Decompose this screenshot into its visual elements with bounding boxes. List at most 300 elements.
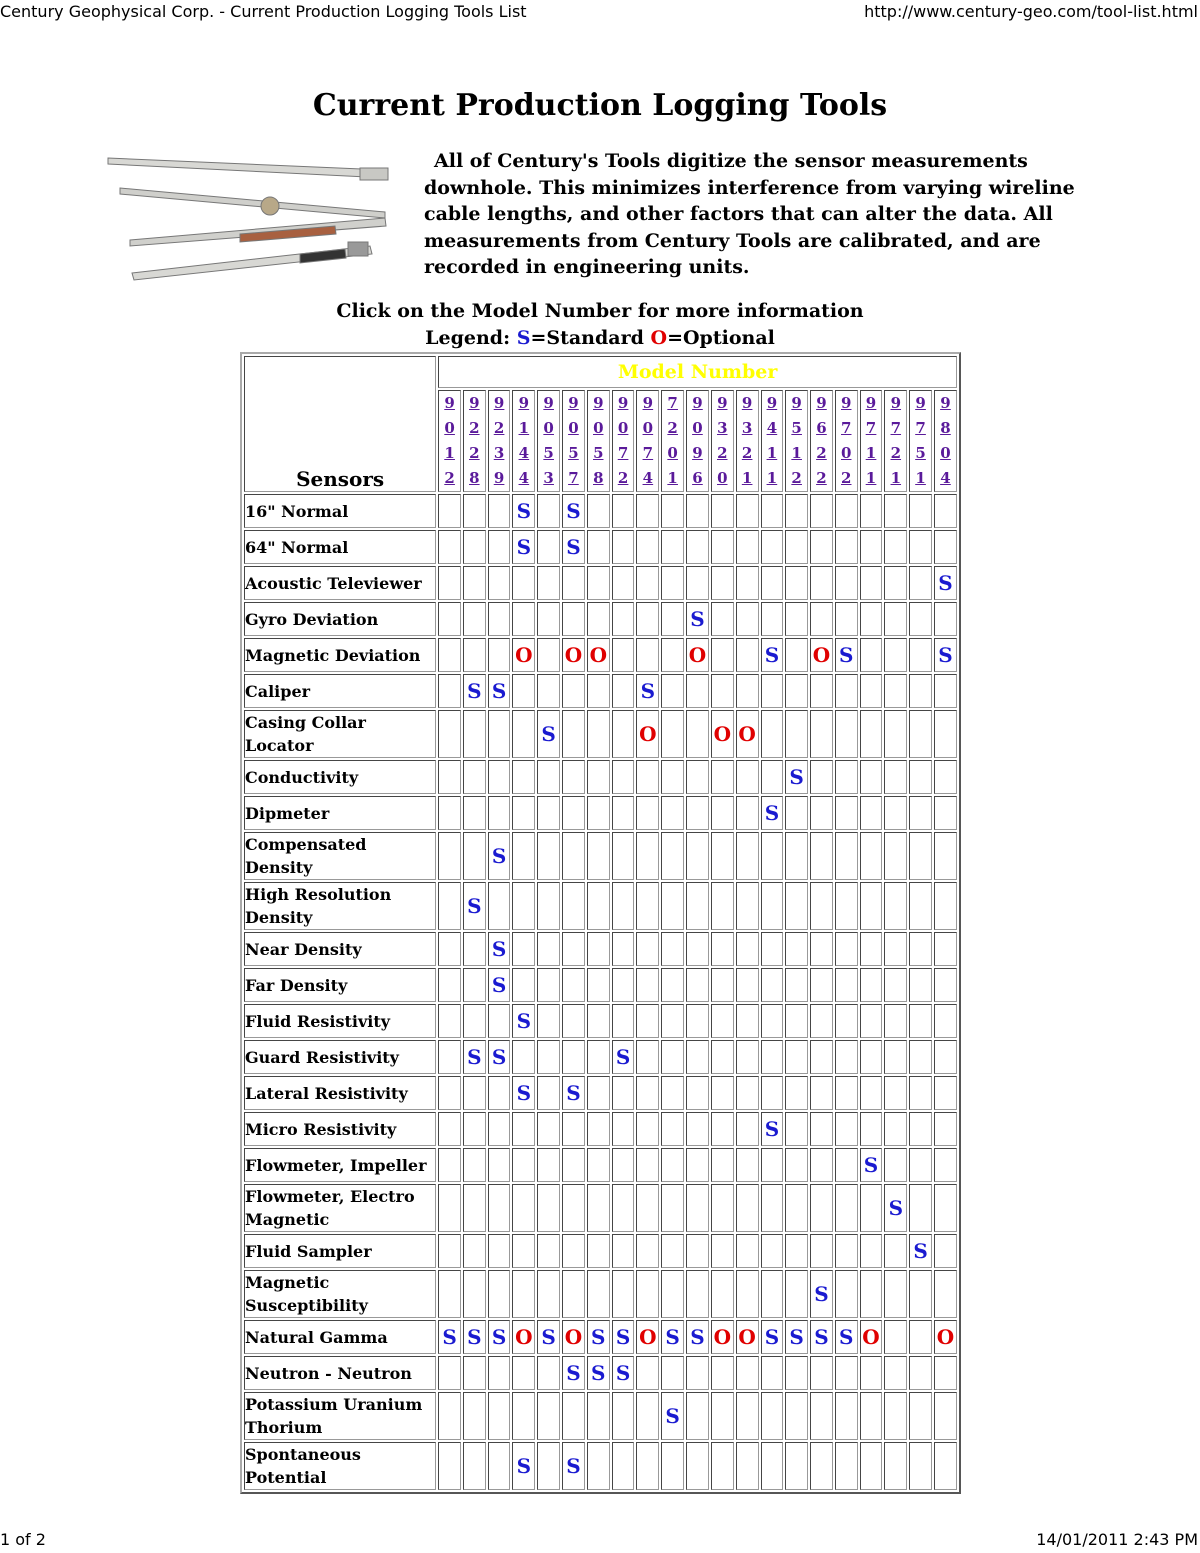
logging-tools-image <box>100 148 400 283</box>
availability-cell <box>785 602 808 636</box>
availability-cell <box>860 1234 883 1268</box>
availability-cell <box>785 932 808 966</box>
availability-cell: S <box>661 1392 684 1440</box>
model-link-7201[interactable]: 7 2 0 1 <box>667 394 678 487</box>
availability-cell <box>884 638 907 672</box>
availability-cell <box>463 710 486 758</box>
availability-cell <box>736 1112 759 1146</box>
model-cell <box>438 390 461 492</box>
table-row <box>244 602 957 636</box>
availability-cell <box>785 1112 808 1146</box>
availability-cell: S <box>810 1320 833 1354</box>
model-cell <box>810 390 833 492</box>
availability-cell <box>835 1112 858 1146</box>
availability-cell: S <box>537 710 560 758</box>
availability-cell <box>612 1392 635 1440</box>
availability-cell: S <box>612 1356 635 1390</box>
sensors-header: Sensors <box>244 356 436 492</box>
availability-cell <box>562 1148 585 1182</box>
sensor-name: Casing Collar Locator <box>244 710 436 758</box>
availability-cell <box>785 1040 808 1074</box>
availability-cell <box>587 1112 610 1146</box>
availability-cell <box>736 882 759 930</box>
availability-cell <box>587 674 610 708</box>
availability-cell <box>761 1356 784 1390</box>
availability-cell <box>835 602 858 636</box>
availability-cell <box>587 566 610 600</box>
availability-cell <box>711 1442 734 1490</box>
availability-cell <box>860 602 883 636</box>
availability-cell <box>860 1356 883 1390</box>
availability-cell <box>909 1148 932 1182</box>
availability-cell <box>438 1234 461 1268</box>
table-row <box>244 1148 957 1182</box>
availability-cell <box>711 1040 734 1074</box>
availability-cell <box>736 796 759 830</box>
sensor-name: Magnetic Deviation <box>244 638 436 672</box>
availability-cell <box>463 1234 486 1268</box>
model-link-9072[interactable]: 9 0 7 2 <box>617 394 629 487</box>
availability-cell <box>438 832 461 880</box>
sensor-name: Neutron - Neutron <box>244 1356 436 1390</box>
availability-cell <box>636 932 659 966</box>
sensor-name: Compensated Density <box>244 832 436 880</box>
availability-cell: S <box>686 602 709 636</box>
availability-cell: S <box>587 1356 610 1390</box>
model-cell <box>785 390 808 492</box>
table-row <box>244 1004 957 1038</box>
table-row <box>244 674 957 708</box>
availability-cell <box>810 968 833 1002</box>
availability-cell <box>711 566 734 600</box>
availability-cell: S <box>562 494 585 528</box>
availability-cell <box>488 1112 511 1146</box>
availability-cell <box>835 1270 858 1318</box>
availability-cell <box>562 1004 585 1038</box>
tools-table <box>240 352 961 1494</box>
availability-cell <box>587 1270 610 1318</box>
availability-cell <box>909 530 932 564</box>
availability-cell <box>438 566 461 600</box>
model-link-9751[interactable]: 9 7 5 1 <box>915 394 926 487</box>
availability-cell <box>711 1004 734 1038</box>
availability-cell <box>810 932 833 966</box>
availability-cell <box>736 1184 759 1232</box>
availability-cell <box>761 1392 784 1440</box>
availability-cell <box>661 1004 684 1038</box>
availability-cell <box>711 1392 734 1440</box>
availability-cell <box>736 1270 759 1318</box>
availability-cell <box>612 602 635 636</box>
availability-cell <box>835 1392 858 1440</box>
availability-cell <box>810 1442 833 1490</box>
model-link-9239[interactable]: 9 2 3 9 <box>493 394 505 487</box>
availability-cell <box>512 1112 535 1146</box>
availability-cell <box>537 760 560 794</box>
page-title: Current Production Logging Tools <box>312 88 888 123</box>
availability-cell <box>686 1076 709 1110</box>
availability-cell: S <box>612 1040 635 1074</box>
sensor-name: Natural Gamma <box>244 1320 436 1354</box>
availability-cell <box>612 1270 635 1318</box>
availability-cell <box>884 1148 907 1182</box>
availability-cell <box>761 760 784 794</box>
availability-cell <box>711 1148 734 1182</box>
availability-cell <box>562 710 585 758</box>
availability-cell <box>810 494 833 528</box>
availability-cell <box>711 638 734 672</box>
model-cell <box>537 390 560 492</box>
model-link-9012[interactable]: 9 0 1 2 <box>444 394 455 487</box>
availability-cell <box>587 1442 610 1490</box>
availability-cell <box>537 932 560 966</box>
availability-cell <box>761 1270 784 1318</box>
model-link-9144[interactable]: 9 1 4 4 <box>518 394 530 487</box>
availability-cell <box>438 1270 461 1318</box>
availability-cell <box>884 882 907 930</box>
availability-cell <box>909 1112 932 1146</box>
availability-cell <box>661 1184 684 1232</box>
page-count: 1 of 2 <box>0 1530 46 1549</box>
model-link-9074[interactable]: 9 0 7 4 <box>642 394 654 487</box>
availability-cell <box>810 1148 833 1182</box>
availability-cell <box>884 602 907 636</box>
availability-cell <box>438 796 461 830</box>
availability-cell <box>711 1076 734 1110</box>
availability-cell <box>537 832 560 880</box>
availability-cell <box>661 832 684 880</box>
availability-cell <box>785 1234 808 1268</box>
availability-cell <box>587 530 610 564</box>
availability-cell <box>661 1148 684 1182</box>
table-row <box>244 494 957 528</box>
availability-cell <box>587 1040 610 1074</box>
availability-cell <box>810 1234 833 1268</box>
availability-cell <box>711 796 734 830</box>
availability-cell <box>884 968 907 1002</box>
model-link-9721[interactable]: 9 7 2 1 <box>890 394 902 487</box>
availability-cell <box>537 530 560 564</box>
availability-cell: S <box>512 530 535 564</box>
availability-cell <box>512 1148 535 1182</box>
availability-cell <box>488 1234 511 1268</box>
model-cell <box>711 390 734 492</box>
sensor-name: Micro Resistivity <box>244 1112 436 1146</box>
availability-cell <box>761 602 784 636</box>
availability-cell <box>884 1356 907 1390</box>
availability-cell <box>537 494 560 528</box>
availability-cell <box>636 530 659 564</box>
availability-cell <box>661 1040 684 1074</box>
availability-cell <box>686 494 709 528</box>
availability-cell <box>438 494 461 528</box>
model-link-9320[interactable]: 9 3 2 0 <box>717 394 728 487</box>
model-link-9702[interactable]: 9 7 0 2 <box>841 394 852 487</box>
availability-cell <box>884 760 907 794</box>
model-cell <box>661 390 684 492</box>
availability-cell <box>438 760 461 794</box>
availability-cell <box>562 1040 585 1074</box>
availability-cell <box>488 530 511 564</box>
availability-cell <box>512 796 535 830</box>
model-link-9096[interactable]: 9 0 9 6 <box>692 394 703 487</box>
availability-cell <box>860 796 883 830</box>
availability-cell <box>934 882 957 930</box>
browser-url: http://www.century-geo.com/tool-list.html <box>864 2 1198 21</box>
availability-cell <box>636 1234 659 1268</box>
availability-cell <box>612 1076 635 1110</box>
sensor-name: 16" Normal <box>244 494 436 528</box>
availability-cell <box>761 1076 784 1110</box>
availability-cell <box>785 796 808 830</box>
availability-cell: S <box>488 832 511 880</box>
availability-cell <box>711 674 734 708</box>
availability-cell <box>860 1392 883 1440</box>
availability-cell <box>562 760 585 794</box>
table-row <box>244 796 957 830</box>
sensor-name: Far Density <box>244 968 436 1002</box>
availability-cell <box>612 494 635 528</box>
availability-cell <box>463 1442 486 1490</box>
availability-cell <box>711 968 734 1002</box>
table-row <box>244 1356 957 1390</box>
model-link-9053[interactable]: 9 0 5 3 <box>543 394 554 487</box>
model-link-9321[interactable]: 9 3 2 1 <box>741 394 753 487</box>
availability-cell <box>612 932 635 966</box>
availability-cell <box>463 968 486 1002</box>
availability-cell <box>860 1270 883 1318</box>
availability-cell <box>884 566 907 600</box>
availability-cell: S <box>562 530 585 564</box>
availability-cell <box>512 1392 535 1440</box>
availability-cell <box>711 1234 734 1268</box>
availability-cell <box>686 1270 709 1318</box>
availability-cell: O <box>636 710 659 758</box>
availability-cell <box>860 1004 883 1038</box>
availability-cell: S <box>909 1234 932 1268</box>
availability-cell <box>686 1356 709 1390</box>
availability-cell <box>909 796 932 830</box>
model-link-9411[interactable]: 9 4 1 1 <box>766 394 778 487</box>
sensor-name: Fluid Sampler <box>244 1234 436 1268</box>
sensor-name: Magnetic Susceptibility <box>244 1270 436 1318</box>
availability-cell <box>488 1184 511 1232</box>
availability-cell: S <box>488 1320 511 1354</box>
table-row <box>244 1076 957 1110</box>
model-link-9711[interactable]: 9 7 1 1 <box>865 394 877 487</box>
availability-cell: S <box>463 1040 486 1074</box>
availability-cell <box>835 494 858 528</box>
availability-cell <box>835 882 858 930</box>
availability-cell <box>835 832 858 880</box>
availability-cell <box>810 832 833 880</box>
availability-cell: S <box>686 1320 709 1354</box>
availability-cell <box>612 530 635 564</box>
availability-cell: S <box>785 1320 808 1354</box>
availability-cell <box>835 1442 858 1490</box>
availability-cell <box>636 602 659 636</box>
availability-cell <box>835 1234 858 1268</box>
availability-cell <box>835 760 858 794</box>
model-link-9622[interactable]: 9 6 2 2 <box>816 394 827 487</box>
availability-cell <box>934 1040 957 1074</box>
availability-cell: O <box>860 1320 883 1354</box>
availability-cell <box>587 968 610 1002</box>
availability-cell <box>537 638 560 672</box>
availability-cell <box>835 710 858 758</box>
availability-cell <box>835 1076 858 1110</box>
availability-cell <box>884 1442 907 1490</box>
legend-o: O <box>650 327 668 349</box>
availability-cell: S <box>810 1270 833 1318</box>
availability-cell <box>636 1148 659 1182</box>
availability-cell <box>537 1076 560 1110</box>
availability-cell <box>661 710 684 758</box>
sensor-name: Fluid Resistivity <box>244 1004 436 1038</box>
availability-cell <box>909 674 932 708</box>
availability-cell <box>438 882 461 930</box>
availability-cell <box>587 1076 610 1110</box>
availability-cell: S <box>463 882 486 930</box>
model-link-9804[interactable]: 9 8 0 4 <box>940 394 951 487</box>
availability-cell <box>562 882 585 930</box>
availability-cell <box>587 1004 610 1038</box>
availability-cell <box>711 1356 734 1390</box>
availability-cell <box>686 1234 709 1268</box>
availability-cell <box>562 968 585 1002</box>
availability-cell <box>512 674 535 708</box>
availability-cell <box>562 602 585 636</box>
availability-cell <box>909 1320 932 1354</box>
availability-cell <box>934 1234 957 1268</box>
availability-cell <box>686 674 709 708</box>
availability-cell <box>488 566 511 600</box>
availability-cell <box>636 796 659 830</box>
availability-cell <box>661 1112 684 1146</box>
availability-cell: S <box>438 1320 461 1354</box>
availability-cell <box>438 1076 461 1110</box>
availability-cell <box>438 932 461 966</box>
availability-cell <box>934 494 957 528</box>
availability-cell <box>934 1442 957 1490</box>
availability-cell <box>438 530 461 564</box>
availability-cell <box>736 1076 759 1110</box>
availability-cell <box>934 1270 957 1318</box>
table-row <box>244 1040 957 1074</box>
availability-cell <box>587 1148 610 1182</box>
model-cell <box>512 390 535 492</box>
availability-cell <box>835 1356 858 1390</box>
model-link-9058[interactable]: 9 0 5 8 <box>593 394 604 487</box>
availability-cell: S <box>562 1076 585 1110</box>
availability-cell <box>761 566 784 600</box>
availability-cell <box>537 1392 560 1440</box>
availability-cell <box>860 530 883 564</box>
availability-cell: S <box>661 1320 684 1354</box>
model-cell <box>835 390 858 492</box>
availability-cell <box>884 1076 907 1110</box>
availability-cell <box>463 1392 486 1440</box>
availability-cell <box>661 760 684 794</box>
legend-prefix: Legend: <box>425 327 517 349</box>
availability-cell <box>488 494 511 528</box>
availability-cell <box>711 1112 734 1146</box>
sensor-name: Acoustic Televiewer <box>244 566 436 600</box>
availability-cell: S <box>761 1112 784 1146</box>
availability-cell: S <box>537 1320 560 1354</box>
availability-cell <box>785 638 808 672</box>
sensor-name: Conductivity <box>244 760 436 794</box>
availability-cell <box>512 602 535 636</box>
availability-cell <box>860 932 883 966</box>
table-row <box>244 1184 957 1232</box>
availability-cell <box>884 1112 907 1146</box>
availability-cell <box>463 832 486 880</box>
table-row <box>244 530 957 564</box>
availability-cell <box>636 1270 659 1318</box>
model-link-9228[interactable]: 9 2 2 8 <box>469 394 480 487</box>
legend <box>0 327 1200 349</box>
availability-cell <box>612 674 635 708</box>
availability-cell <box>934 760 957 794</box>
availability-cell <box>537 674 560 708</box>
model-link-9057[interactable]: 9 0 5 7 <box>568 394 579 487</box>
availability-cell <box>860 1442 883 1490</box>
availability-cell <box>884 530 907 564</box>
availability-cell <box>636 832 659 880</box>
availability-cell <box>711 1270 734 1318</box>
availability-cell <box>537 1270 560 1318</box>
availability-cell <box>761 832 784 880</box>
model-cell <box>909 390 932 492</box>
availability-cell <box>512 1040 535 1074</box>
availability-cell <box>909 638 932 672</box>
availability-cell <box>686 796 709 830</box>
availability-cell <box>463 1184 486 1232</box>
model-cell <box>761 390 784 492</box>
availability-cell <box>785 882 808 930</box>
availability-cell <box>636 638 659 672</box>
availability-cell <box>736 832 759 880</box>
availability-cell <box>587 710 610 758</box>
availability-cell <box>512 1234 535 1268</box>
availability-cell: S <box>488 674 511 708</box>
availability-cell <box>537 602 560 636</box>
availability-cell <box>537 1040 560 1074</box>
availability-cell <box>612 968 635 1002</box>
availability-cell <box>934 832 957 880</box>
availability-cell <box>512 1270 535 1318</box>
availability-cell <box>686 1184 709 1232</box>
availability-cell <box>810 602 833 636</box>
availability-cell <box>512 566 535 600</box>
availability-cell <box>736 1040 759 1074</box>
availability-cell <box>488 1442 511 1490</box>
availability-cell <box>835 566 858 600</box>
availability-cell: S <box>934 566 957 600</box>
availability-cell <box>612 1112 635 1146</box>
availability-cell <box>612 1004 635 1038</box>
availability-cell <box>761 1234 784 1268</box>
sensor-name: Potassium Uranium Thorium <box>244 1392 436 1440</box>
availability-cell <box>761 1184 784 1232</box>
availability-cell <box>587 1392 610 1440</box>
availability-cell <box>537 1234 560 1268</box>
model-cell <box>463 390 486 492</box>
model-link-9512[interactable]: 9 5 1 2 <box>791 394 802 487</box>
availability-cell <box>438 1356 461 1390</box>
availability-cell: S <box>562 1442 585 1490</box>
